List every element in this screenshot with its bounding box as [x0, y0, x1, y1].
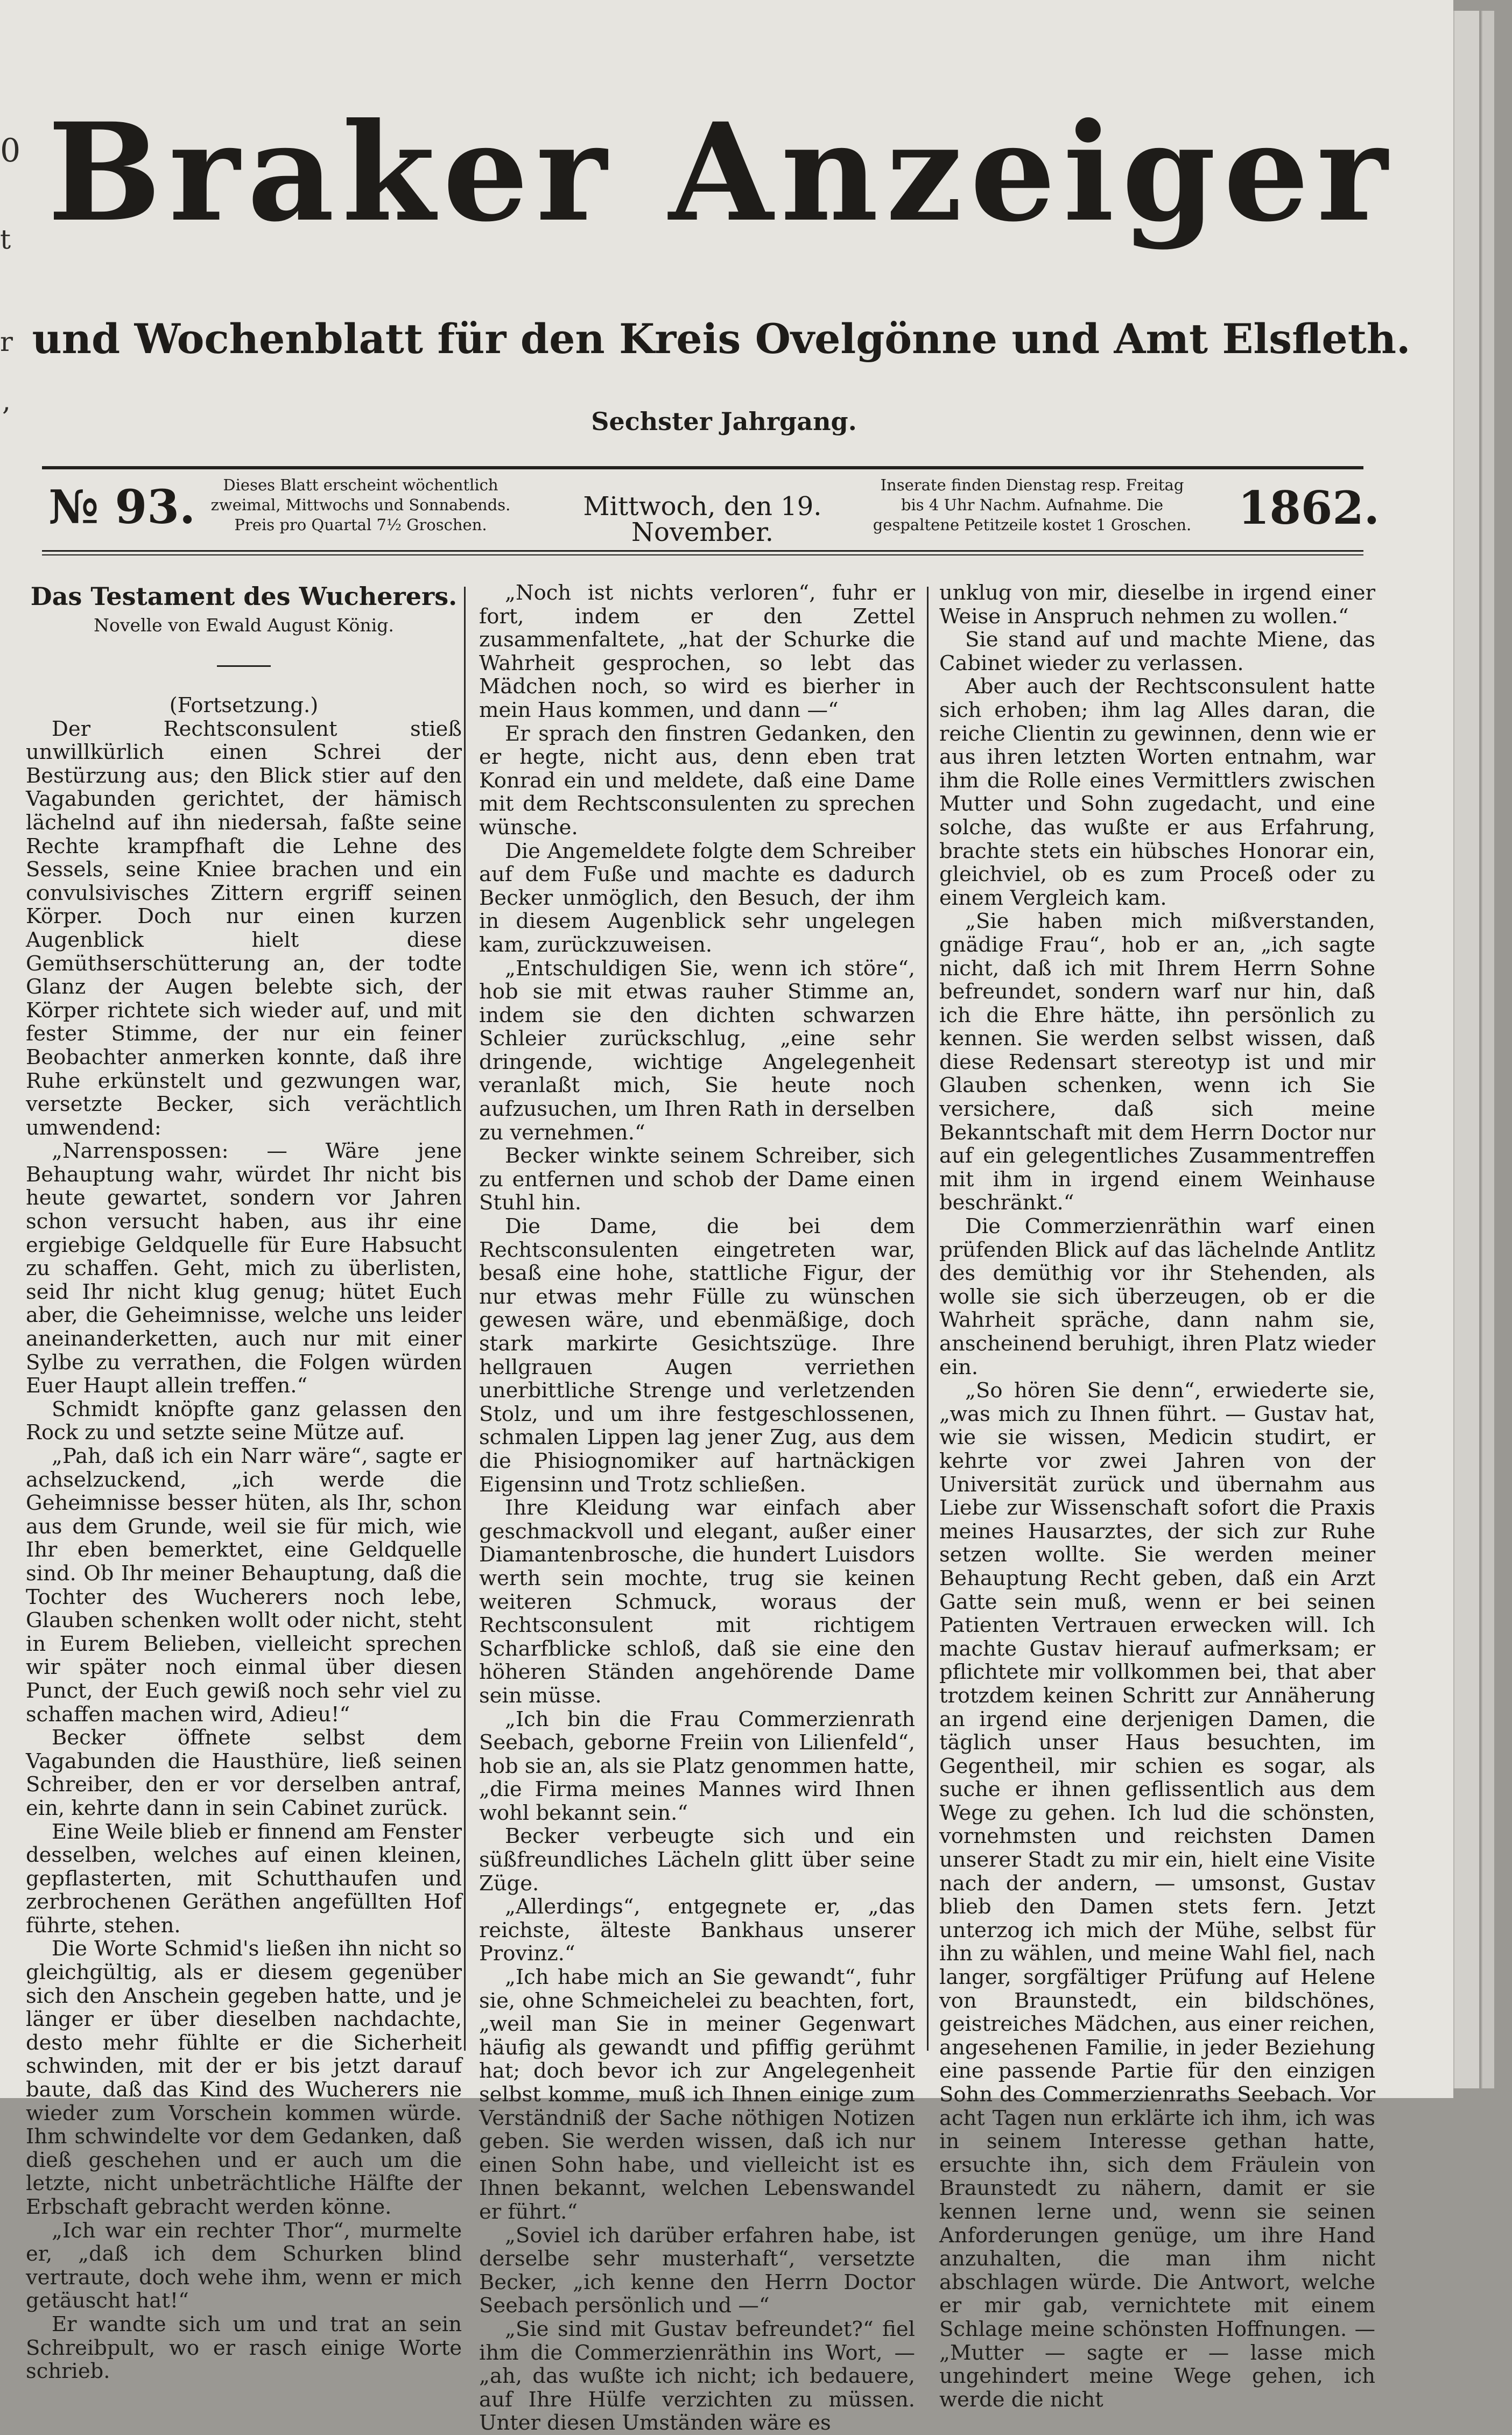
schedule-notice: Dieses Blatt erscheint wöchentlich zweimal, Mittwochs und Sonnabends. Preis pro Quartal 7½ Groschen. — [210, 476, 511, 534]
paragraph: „Sie haben mich mißverstanden, gnädige Frau“, hob er an, „ich sagte nicht, daß ich mit Ihrem Herrn Sohne befreundet, sondern warf nur hin, daß ich die Ehre hätte, ihn persönlich zu kennen. Sie werden selbst wissen, daß diese Redensart stereotyp ist und mir Glauben schenken, wenn ich Sie versichere, daß sich meine Bekanntschaft mit dem Herrn Doctor nur auf ein gelegentliches Zusammentreffen mit ihm in irgend einem Weinhause beschränkt.“ — [939, 909, 1375, 1215]
paragraph: „Soviel ich darüber erfahren habe, ist derselbe sehr musterhaft“, versetzte Becker, „ich kenne den Herrn Doctor Seebach persönlich und —“ — [479, 2223, 915, 2318]
paragraph: Die Angemeldete folgte dem Schreiber auf dem Fuße und machte es dadurch Becker unmöglich, den Besuch, der ihm in diesem Augenblick sehr ungelegen kam, zurückzuweisen. — [479, 839, 915, 957]
paragraph: Becker winkte seinem Schreiber, sich zu entfernen und schob der Dame einen Stuhl hin. — [479, 1144, 915, 1215]
title-dash — [217, 665, 271, 667]
paragraph: Er sprach den finstren Gedanken, den er hegte, nicht aus, denn eben trat Konrad ein und meldete, daß eine Dame mit dem Rechtsconsulenten zu sprechen wünsche. — [479, 721, 915, 840]
paragraph: „Noch ist nichts verloren“, fuhr er fort, indem er den Zettel zusammenfaltete, „hat der Schurke die Wahrheit gesprochen, so lebt das Mädchen noch, so wird es bierher in mein Haus kommen, und dann —“ — [479, 581, 915, 722]
paragraph: Die Dame, die bei dem Rechtsconsulenten eingetreten war, besaß eine hohe, stattliche Figur, der nur etwas mehr Fülle zu wünschen gewesen wäre, und ebenmäßige, doch stark markirte Gesichtszüge. Ihre hellgrauen Augen verriethen unerbittliche Strenge und verletzenden Stolz, und um ihre festgeschlossenen, schmalen Lippen lag jener Zug, aus dem die Phisiognomiker auf hartnäckigen Eigensinn und Trotz schließen. — [479, 1214, 915, 1497]
edge-fragment: 0 — [0, 132, 21, 170]
volume-label: Sechster Jahrgang. — [591, 407, 857, 436]
issue-number: № 93. — [48, 480, 196, 534]
paragraph: Becker öffnete selbst dem Vagabunden die Hausthüre, ließ seinen Schreiber, den er vor derselben antraf, ein, kehrte dann in sein Cabinet zurück. — [26, 1726, 462, 1820]
edge-fragment: r — [0, 326, 13, 357]
continued-note: (Fortsetzung.) — [169, 693, 319, 717]
paragraph: „Narrenspossen: — Wäre jene Behauptung wahr, würdet Ihr nicht bis heute gewartet, sondern vor Jahren schon versucht haben, aus ihr eine ergiebige Geldquelle für Eure Habsucht zu schaffen. Geht, mich zu überlisten, seid Ihr nicht klug genug; hütet Euch aber, die Geheimnisse, welche uns leider aneinanderketten, auch nur mit einer Sylbe zu verrathen, die Folgen würden Euer Haupt allein treffen.“ — [26, 1139, 462, 1398]
header-rule-bottom-thin — [42, 554, 1363, 555]
paragraph: „So hören Sie denn“, erwiederte sie, „was mich zu Ihnen führt. — Gustav hat, wie sie wissen, Medicin studirt, er kehrte vor zwei Jahren von der Universität zurück und übernahm aus Liebe zur Wissenschaft sofort die Praxis meines Hausarztes, der sich zur Ruhe setzen wollte. Sie werden meiner Behauptung Recht geben, daß ein Arzt Gatte sein muß, wenn er bei seinen Patienten Vertrauen erwecken will. Ich machte Gustav hierauf aufmerksam; er pflichtete mir vollkommen bei, that aber trotzdem keinen Schritt zur Annäherung an irgend eine derjenigen Damen, die täglich unser Haus besuchten, im Gegentheil, mir schien es sogar, als suche er ihnen geflissentlich aus dem Wege zu gehen. Ich lud die schönsten, vornehmsten und reichsten Damen unserer Stadt zu mir ein, hielt eine Visite nach der andern, — umsonst, Gustav blieb den Damen stets fern. Jetzt unterzog ich mich der Mühe, selbst für ihn zu wählen, und meine Wahl fiel, nach langer, sorgfältiger Prüfung auf Helene von Braunstedt, ein bildschönes, geistreiches Mädchen, aus einer reichen, angesehenen Familie, in jeder Beziehung eine passende Partie für den einzigen Sohn des Commerzienraths Seebach. Vor acht Tagen nun erklärte ich ihm, ich was in seinem Interesse gethan hatte, ersuchte ihn, sich dem Fräulein von Braunstedt zu nähern, damit er sie kennen lerne und, wenn sie seinen Anforderungen genüge, um ihre Hand anzuhalten, die man ihm nicht abschlagen würde. Die Antwort, welche er mir gab, vernichtete mit einem Schlage meine schönsten Hoffnungen. — „Mutter — sagte er — lasse mich ungehindert meine Wege gehen, ich werde die nicht — [939, 1378, 1375, 2412]
paragraph: „Allerdings“, entgegnete er, „das reichste, älteste Bankhaus unserer Provinz.“ — [479, 1895, 915, 1966]
edge-fragment: , — [2, 385, 11, 417]
paragraph: Er wandte sich um und trat an sein Schreibpult, wo er rasch einige Worte schrieb. — [26, 2312, 462, 2384]
masthead-subtitle: und Wochenblatt für den Kreis Ovelgönne und Amt Elsfleth. — [32, 315, 1411, 363]
article-byline: Novelle von Ewald August König. — [94, 615, 394, 636]
paragraph: „Entschuldigen Sie, wenn ich störe“, hob sie mit etwas rauher Stimme an, indem sie den dichten schwarzen Schleier zurückschlug, „eine sehr dringende, wichtige Angelegenheit veranlaßt mich, Sie heute noch aufzusuchen, um Ihren Rath in derselben zu vernehmen.“ — [479, 956, 915, 1145]
issue-year: 1862. — [1238, 481, 1380, 534]
paragraph: „Sie sind mit Gustav befreundet?“ fiel ihm die Commerzienräthin ins Wort, — „ah, das wußte ich nicht; ich bedauere, auf Ihre Hülfe verzichten zu müssen. Unter diesen Umständen wäre es — [479, 2317, 915, 2435]
paragraph: Schmidt knöpfte ganz gelassen den Rock zu und setzte seine Mütze auf. — [26, 1397, 462, 1445]
paragraph: „Pah, daß ich ein Narr wäre“, sagte er achselzuckend, „ich werde die Geheimnisse besser hüten, als Ihr, schon aus dem Grunde, weil sie für mich, wie Ihr eben bemerktet, eine Geldquelle sind. Ob Ihr meiner Behauptung, daß die Tochter des Wucherers noch lebe, Glauben schenken wollt oder nicht, steht in Eurem Belieben, vielleicht sprechen wir später noch einmal über diesen Punct, der Euch gewiß noch sehr viel zu schaffen machen wird, Adieu!“ — [26, 1444, 462, 1727]
paragraph: Aber auch der Rechtsconsulent hatte sich erhoben; ihm lag Alles daran, die reiche Clientin zu gewinnen, denn wie er aus ihren letzten Worten entnahm, war ihm die Rolle eines Vermittlers zwischen Mutter und Sohn zugedacht, und eine solche, das wußte er aus Erfahrung, brachte stets ein hübsches Honorar ein, gleichviel, ob es zum Proceß oder zu einem Vergleich kam. — [939, 674, 1375, 910]
paragraph: „Ich bin die Frau Commerzienrath Seebach, geborne Freiin von Lilienfeld“, hob sie an, als sie Platz genommen hatte, „die Firma meines Mannes wird Ihnen wohl bekannt sein.“ — [479, 1707, 915, 1825]
header-rule-top — [42, 466, 1363, 469]
paragraph: Eine Weile blieb er finnend am Fenster desselben, welches auf einen kleinen, gepflasterten, mit Schutthaufen und zerbrochenen Geräthen angefüllten Hof führte, stehen. — [26, 1819, 462, 1938]
page-stack-edge — [1453, 11, 1479, 2088]
issue-date: Mittwoch, den 19. November. — [583, 491, 822, 547]
edge-fragment: t — [0, 224, 11, 255]
paragraph: unklug von mir, dieselbe in irgend einer Weise in Anspruch nehmen zu wollen.“ — [939, 581, 1375, 629]
paragraph: Ihre Kleidung war einfach aber geschmackvoll und elegant, außer einer Diamantenbrosche, die hundert Luisdors werth sein mochte, trug sie keinen weiteren Schmuck, woraus der Rechtsconsulent mit richtigem Scharfblicke schloß, daß sie eine den höheren Ständen angehörende Dame sein müsse. — [479, 1496, 915, 1708]
column-3 — [939, 581, 1375, 2412]
paragraph: Die Commerzienräthin warf einen prüfenden Blick auf das lächelnde Antlitz des demüthig vor ihr Stehenden, als wolle sie sich überzeugen, ob er die Wahrheit spräche, dann nahm sie, anscheinend beruhigt, ihren Platz wieder ein. — [939, 1214, 1375, 1380]
column-2 — [479, 581, 915, 2435]
paragraph: Der Rechtsconsulent stieß unwillkürlich einen Schrei der Bestürzung aus; den Blick stier auf den Vagabunden gerichtet, der hämisch lächelnd auf ihn niedersah, faßte seine Rechte krampfhaft die Lehne des Sessels, seine Kniee brachen und ein convulsivisches Zittern ergriff seinen Körper. Doch nur einen kurzen Augenblick hielt diese Gemüthserschütterung an, der todte Glanz der Augen belebte sich, der Körper richtete sich wieder auf, und mit fester Stimme, der nur ein feiner Beobachter anmerken konnte, daß ihre Ruhe erkünstelt und gezwungen war, versetzte Becker, sich verächtlich umwendend: — [26, 716, 462, 1140]
ad-notice: Inserate finden Dienstag resp. Freitag bis 4 Uhr Nachm. Aufnahme. Die gespaltene Petitzeile kostet 1 Groschen. — [873, 476, 1192, 534]
paragraph: „Ich war ein rechter Thor“, murmelte er, „daß ich dem Schurken blind vertraute, doch wehe ihm, wenn er mich getäuscht hat!“ — [26, 2218, 462, 2313]
column-1 — [26, 581, 462, 2384]
paragraph: „Ich habe mich an Sie gewandt“, fuhr sie, ohne Schmeichelei zu beachten, fort, „weil man Sie in meiner Gegenwart häufig als gewandt und pfiffig gerühmt hat; doch bevor ich zur Angelegenheit selbst komme, muß ich Ihnen einige zum Verständniß der Sache nöthigen Notizen geben. Sie werden wissen, daß ich nur einen Sohn habe, und vielleicht ist es Ihnen bekannt, welchen Lebenswandel er führt.“ — [479, 1965, 915, 2224]
column-divider — [927, 587, 929, 2051]
paragraph: Die Worte Schmid's ließen ihn nicht so gleichgültig, als er diesem gegenüber sich den Anschein gegeben hatte, und je länger er über dieselben nachdachte, desto mehr fühlte er die Sicherheit schwinden, mit der er bis jetzt darauf baute, daß das Kind des Wucherers nie wieder zum Vorschein kommen würde. Ihm schwindelte vor dem Gedanken, daß dieß geschehen und er auch um die letzte, nicht unbeträchtliche Hälfte der Erbschaft gebracht werden könne. — [26, 1937, 462, 2219]
header-rule-bottom — [42, 550, 1363, 552]
article-title: Das Testament des Wucherers. — [30, 582, 458, 611]
paragraph: Sie stand auf und machte Miene, das Cabinet wieder zu verlassen. — [939, 628, 1375, 675]
column-divider — [464, 587, 466, 2051]
paragraph: Becker verbeugte sich und ein süßfreundliches Lächeln glitt über seine Züge. — [479, 1824, 915, 1896]
masthead-title: Braker Anzeiger — [47, 93, 1395, 251]
page-stack-edge — [1481, 11, 1494, 2088]
